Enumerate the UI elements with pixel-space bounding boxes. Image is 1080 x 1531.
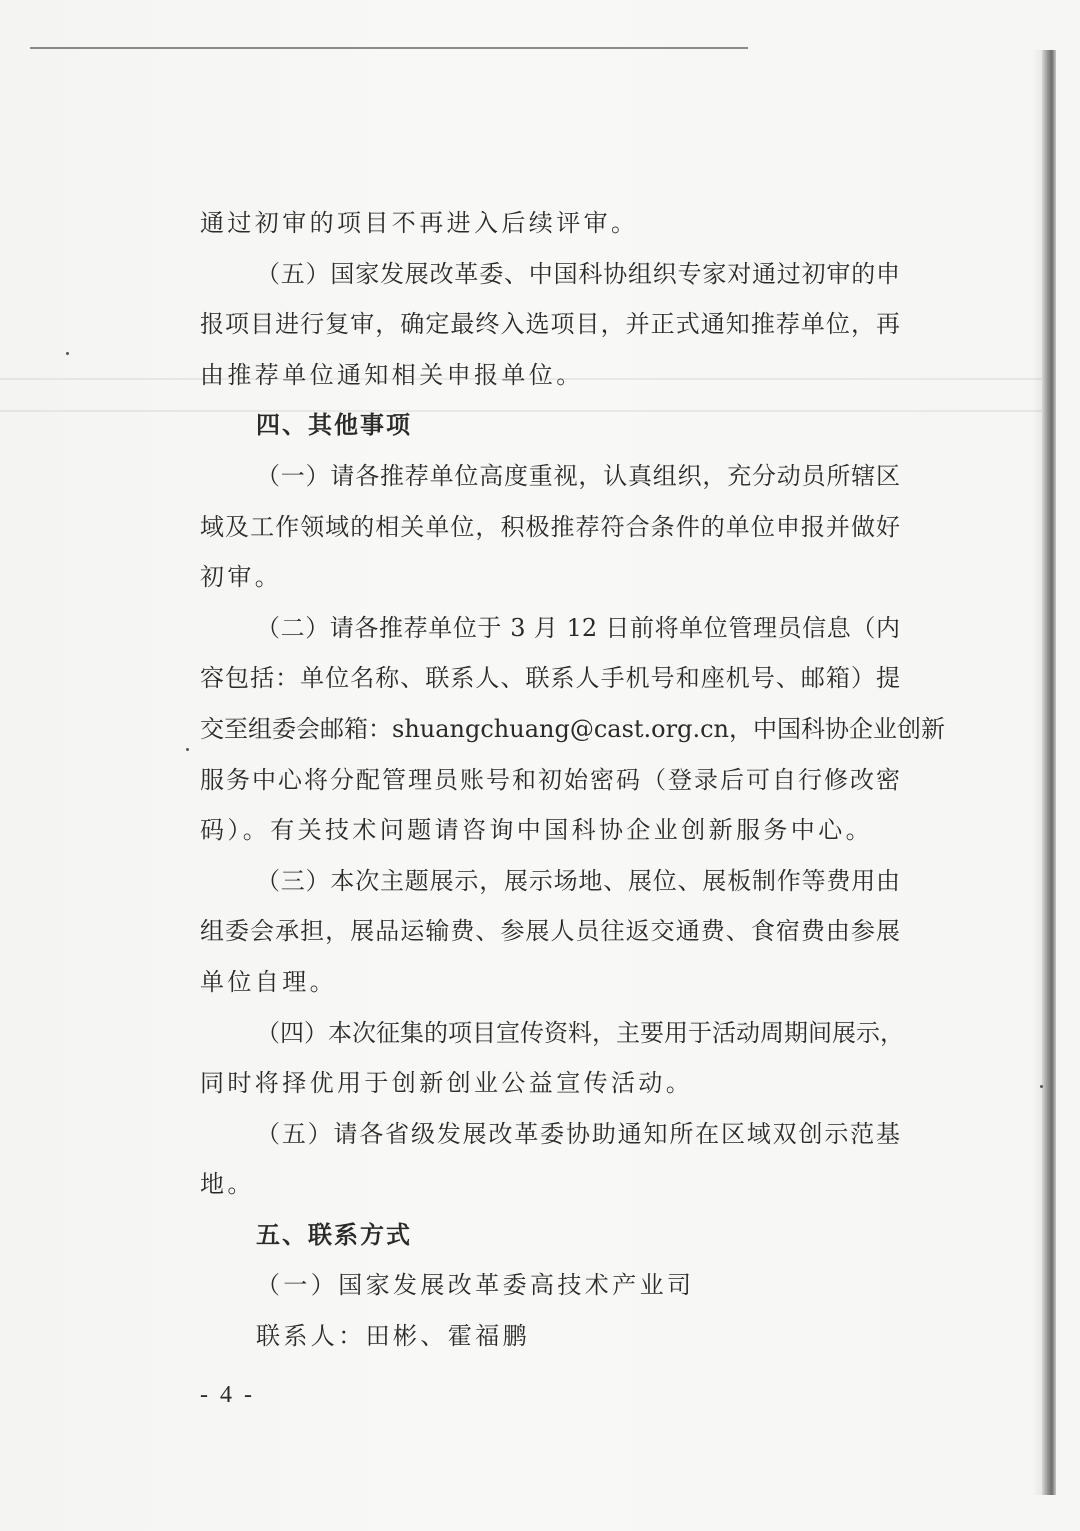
paragraph-line: 通过初审的项目不再进入后续评审。	[200, 209, 639, 237]
paragraph-line: 报项目进行复审，确定最终入选项目，并正式通知推荐单位，再	[200, 310, 900, 339]
paragraph-line: 联系人：田彬、霍福鹏	[256, 1322, 530, 1351]
paragraph-line: 初审。	[200, 563, 283, 592]
paragraph-line: 单位自理。	[200, 967, 337, 996]
paragraph-line: （五）请各省级发展改革委协助通知所在区域双创示范基	[256, 1119, 900, 1148]
page-number: - 4 -	[200, 1382, 255, 1408]
section-heading: 五、联系方式	[256, 1220, 412, 1249]
paragraph-line: 码）。有关技术问题请咨询中国科协企业创新服务中心。	[200, 816, 873, 845]
paragraph-line: 容包括：单位名称、联系人、联系人手机号和座机号、邮箱）提	[200, 664, 900, 693]
binding-shadow	[1032, 50, 1042, 1495]
paragraph-line: （五）国家发展改革委、中国科协组织专家对通过初审的申	[256, 259, 900, 288]
paragraph-line: 地。	[200, 1170, 255, 1199]
scan-speck	[66, 352, 69, 355]
paragraph-line: （二）请各推荐单位于 3 月 12 日前将单位管理员信息（内	[256, 613, 900, 642]
paragraph-line: 组委会承担，展品运输费、参展人员往返交通费、食宿费由参展	[200, 917, 900, 946]
paragraph-line: 服务中心将分配管理员账号和初始密码（登录后可自行修改密	[200, 765, 900, 794]
paragraph-line: 域及工作领域的相关单位，积极推荐符合条件的单位申报并做好	[200, 512, 900, 541]
section-heading: 四、其他事项	[256, 411, 412, 440]
scan-speck	[1040, 1085, 1043, 1088]
paragraph-line: （一）请各推荐单位高度重视，认真组织，充分动员所辖区	[256, 461, 900, 490]
paragraph-line: 同时将择优用于创新创业公益宣传活动。	[200, 1069, 694, 1098]
paragraph-line: （四）本次征集的项目宣传资料，主要用于活动周期间展示，	[256, 1018, 904, 1047]
document-body	[200, 198, 945, 1362]
page-edge	[1042, 50, 1056, 1495]
paragraph-line: （一）国家发展改革委高技术产业司	[256, 1271, 695, 1300]
paragraph-line: 交至组委会邮箱：shuangchuang@cast.org.cn，中国科协企业创新	[200, 714, 945, 743]
top-rule	[30, 47, 748, 49]
paragraph-line: （三）本次主题展示，展示场地、展位、展板制作等费用由	[256, 866, 900, 895]
scan-speck	[186, 748, 189, 751]
paragraph-line: 由推荐单位通知相关申报单位。	[200, 360, 584, 389]
